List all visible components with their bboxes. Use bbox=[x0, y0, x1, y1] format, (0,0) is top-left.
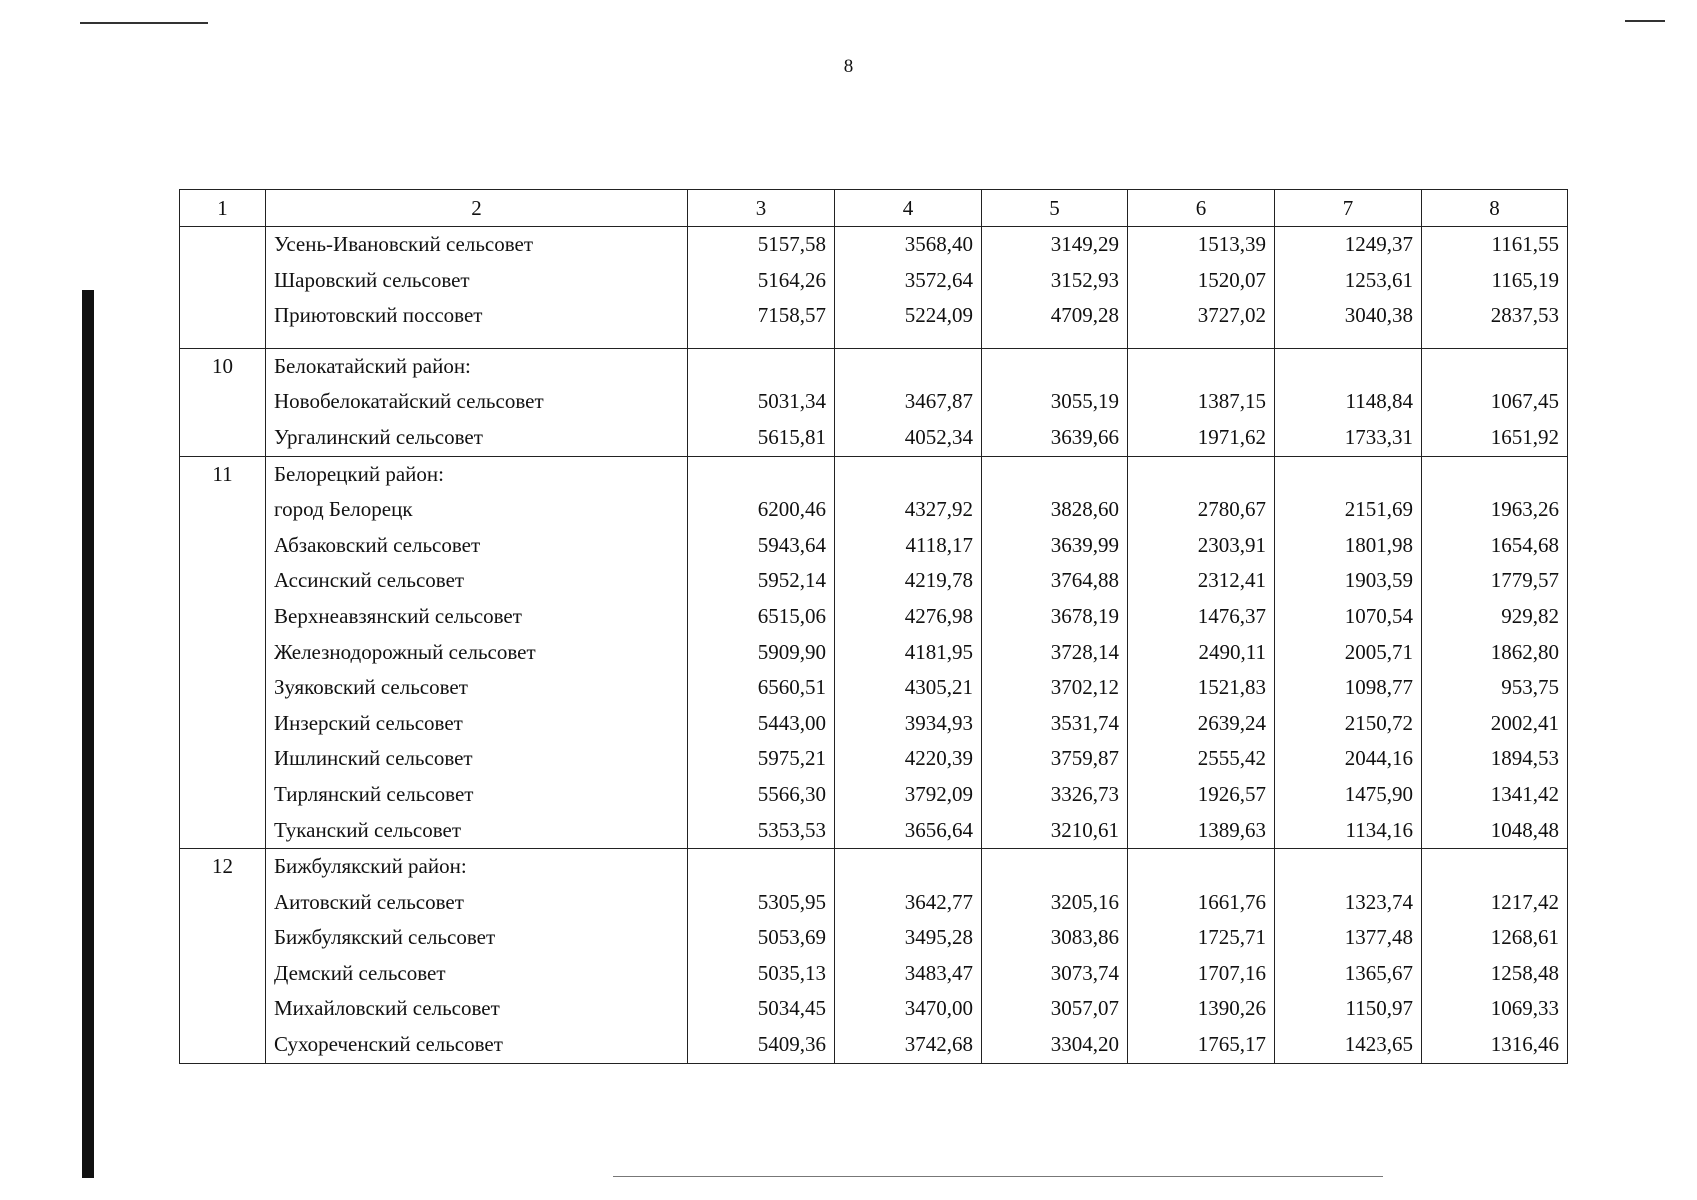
row-value: 1476,37 bbox=[1128, 599, 1275, 635]
row-value: 3639,99 bbox=[982, 528, 1128, 564]
row-name: Бижбулякский сельсовет bbox=[266, 920, 688, 956]
row-value: 1161,55 bbox=[1422, 227, 1568, 263]
empty-cell bbox=[1422, 334, 1568, 349]
empty-cell bbox=[1422, 456, 1568, 492]
table-row bbox=[180, 991, 1568, 1027]
row-value: 2002,41 bbox=[1422, 706, 1568, 742]
row-value: 1323,74 bbox=[1275, 885, 1422, 921]
column-header: 5 bbox=[982, 190, 1128, 227]
empty-cell bbox=[835, 456, 982, 492]
spacer-row bbox=[180, 334, 1568, 349]
row-value: 6200,46 bbox=[688, 492, 835, 528]
row-value: 953,75 bbox=[1422, 670, 1568, 706]
row-name: Ассинский сельсовет bbox=[266, 563, 688, 599]
empty-cell bbox=[1275, 849, 1422, 885]
row-index bbox=[180, 706, 266, 742]
table-header bbox=[180, 190, 1568, 227]
row-value: 2837,53 bbox=[1422, 298, 1568, 334]
row-value: 1098,77 bbox=[1275, 670, 1422, 706]
table-group bbox=[180, 456, 1568, 849]
row-value: 1513,39 bbox=[1128, 227, 1275, 263]
row-value: 3742,68 bbox=[835, 1027, 982, 1063]
table-row bbox=[180, 670, 1568, 706]
row-index bbox=[180, 813, 266, 849]
row-value: 5443,00 bbox=[688, 706, 835, 742]
row-value: 1387,15 bbox=[1128, 384, 1275, 420]
row-value: 5566,30 bbox=[688, 777, 835, 813]
table-row bbox=[180, 885, 1568, 921]
table-row bbox=[180, 920, 1568, 956]
row-index bbox=[180, 956, 266, 992]
row-index bbox=[180, 263, 266, 299]
empty-cell bbox=[1275, 334, 1422, 349]
row-value: 1779,57 bbox=[1422, 563, 1568, 599]
row-value: 4052,34 bbox=[835, 420, 982, 456]
empty-cell bbox=[835, 849, 982, 885]
group-title: Бижбулякский район: bbox=[266, 849, 688, 885]
table-row bbox=[180, 420, 1568, 456]
row-value: 4219,78 bbox=[835, 563, 982, 599]
row-value: 5943,64 bbox=[688, 528, 835, 564]
table-row bbox=[180, 563, 1568, 599]
row-name: Приютовский поссовет bbox=[266, 298, 688, 334]
row-value: 3326,73 bbox=[982, 777, 1128, 813]
row-value: 2150,72 bbox=[1275, 706, 1422, 742]
row-index bbox=[180, 563, 266, 599]
row-name: Шаровский сельсовет bbox=[266, 263, 688, 299]
column-header: 2 bbox=[266, 190, 688, 227]
row-value: 3572,64 bbox=[835, 263, 982, 299]
empty-cell bbox=[688, 849, 835, 885]
scan-line-bottom bbox=[613, 1176, 1383, 1177]
row-value: 4327,92 bbox=[835, 492, 982, 528]
row-value: 1475,90 bbox=[1275, 777, 1422, 813]
row-value: 1707,16 bbox=[1128, 956, 1275, 992]
group-title: Белорецкий район: bbox=[266, 456, 688, 492]
row-value: 1389,63 bbox=[1128, 813, 1275, 849]
row-value: 3055,19 bbox=[982, 384, 1128, 420]
row-value: 3205,16 bbox=[982, 885, 1128, 921]
group-title-row bbox=[180, 348, 1568, 384]
row-index bbox=[180, 920, 266, 956]
row-value: 2151,69 bbox=[1275, 492, 1422, 528]
row-value: 4118,17 bbox=[835, 528, 982, 564]
row-value: 3304,20 bbox=[982, 1027, 1128, 1063]
table-row bbox=[180, 492, 1568, 528]
row-name: город Белорецк bbox=[266, 492, 688, 528]
row-value: 1316,46 bbox=[1422, 1027, 1568, 1063]
row-name: Демский сельсовет bbox=[266, 956, 688, 992]
table-row bbox=[180, 741, 1568, 777]
row-name: Новобелокатайский сельсовет bbox=[266, 384, 688, 420]
row-value: 1249,37 bbox=[1275, 227, 1422, 263]
row-value: 7158,57 bbox=[688, 298, 835, 334]
row-value: 2780,67 bbox=[1128, 492, 1275, 528]
empty-cell bbox=[688, 456, 835, 492]
row-value: 2490,11 bbox=[1128, 635, 1275, 671]
row-value: 5952,14 bbox=[688, 563, 835, 599]
table-row bbox=[180, 528, 1568, 564]
row-value: 3727,02 bbox=[1128, 298, 1275, 334]
row-value: 1253,61 bbox=[1275, 263, 1422, 299]
group-index: 11 bbox=[180, 456, 266, 492]
row-value: 1217,42 bbox=[1422, 885, 1568, 921]
empty-cell bbox=[982, 456, 1128, 492]
page-number: 8 bbox=[843, 56, 854, 77]
row-value: 5157,58 bbox=[688, 227, 835, 263]
row-value: 4220,39 bbox=[835, 741, 982, 777]
row-name: Ишлинский сельсовет bbox=[266, 741, 688, 777]
row-value: 5615,81 bbox=[688, 420, 835, 456]
row-name: Усень-Ивановский сельсовет bbox=[266, 227, 688, 263]
row-value: 1070,54 bbox=[1275, 599, 1422, 635]
row-value: 2555,42 bbox=[1128, 741, 1275, 777]
row-name: Зуяковский сельсовет bbox=[266, 670, 688, 706]
group-title: Белокатайский район: bbox=[266, 348, 688, 384]
row-value: 1067,45 bbox=[1422, 384, 1568, 420]
empty-cell bbox=[1275, 348, 1422, 384]
row-index bbox=[180, 298, 266, 334]
row-index bbox=[180, 599, 266, 635]
row-value: 1377,48 bbox=[1275, 920, 1422, 956]
row-name: Туканский сельсовет bbox=[266, 813, 688, 849]
row-value: 2044,16 bbox=[1275, 741, 1422, 777]
empty-cell bbox=[688, 334, 835, 349]
row-name: Верхнеавзянский сельсовет bbox=[266, 599, 688, 635]
row-index bbox=[180, 227, 266, 263]
empty-cell bbox=[1422, 849, 1568, 885]
row-index bbox=[180, 885, 266, 921]
group-title-row bbox=[180, 456, 1568, 492]
empty-cell bbox=[180, 334, 266, 349]
row-index bbox=[180, 741, 266, 777]
row-name: Абзаковский сельсовет bbox=[266, 528, 688, 564]
row-name: Ургалинский сельсовет bbox=[266, 420, 688, 456]
row-value: 4276,98 bbox=[835, 599, 982, 635]
row-value: 3764,88 bbox=[982, 563, 1128, 599]
row-value: 3759,87 bbox=[982, 741, 1128, 777]
row-value: 5224,09 bbox=[835, 298, 982, 334]
empty-cell bbox=[1275, 456, 1422, 492]
empty-cell bbox=[266, 334, 688, 349]
row-value: 3152,93 bbox=[982, 263, 1128, 299]
row-value: 5409,36 bbox=[688, 1027, 835, 1063]
table-row bbox=[180, 1027, 1568, 1063]
row-value: 2312,41 bbox=[1128, 563, 1275, 599]
row-value: 3639,66 bbox=[982, 420, 1128, 456]
row-value: 3495,28 bbox=[835, 920, 982, 956]
row-value: 3728,14 bbox=[982, 635, 1128, 671]
row-index bbox=[180, 777, 266, 813]
row-value: 3467,87 bbox=[835, 384, 982, 420]
row-value: 1971,62 bbox=[1128, 420, 1275, 456]
empty-cell bbox=[982, 348, 1128, 384]
row-value: 3656,64 bbox=[835, 813, 982, 849]
row-value: 3678,19 bbox=[982, 599, 1128, 635]
row-name: Аитовский сельсовет bbox=[266, 885, 688, 921]
row-value: 1661,76 bbox=[1128, 885, 1275, 921]
row-value: 3483,47 bbox=[835, 956, 982, 992]
row-value: 3702,12 bbox=[982, 670, 1128, 706]
row-value: 5353,53 bbox=[688, 813, 835, 849]
row-index bbox=[180, 492, 266, 528]
scan-line-top-right bbox=[1625, 20, 1665, 22]
data-table bbox=[179, 189, 1568, 1064]
row-value: 3149,29 bbox=[982, 227, 1128, 263]
table-row bbox=[180, 263, 1568, 299]
column-header: 8 bbox=[1422, 190, 1568, 227]
row-value: 1520,07 bbox=[1128, 263, 1275, 299]
table-group bbox=[180, 849, 1568, 1064]
row-value: 3073,74 bbox=[982, 956, 1128, 992]
row-name: Железнодорожный сельсовет bbox=[266, 635, 688, 671]
row-value: 1390,26 bbox=[1128, 991, 1275, 1027]
empty-cell bbox=[688, 348, 835, 384]
row-value: 3210,61 bbox=[982, 813, 1128, 849]
column-header: 1 bbox=[180, 190, 266, 227]
row-name: Тирлянский сельсовет bbox=[266, 777, 688, 813]
row-value: 3792,09 bbox=[835, 777, 982, 813]
row-value: 3934,93 bbox=[835, 706, 982, 742]
row-value: 3568,40 bbox=[835, 227, 982, 263]
row-value: 1134,16 bbox=[1275, 813, 1422, 849]
row-value: 929,82 bbox=[1422, 599, 1568, 635]
row-index bbox=[180, 670, 266, 706]
table-group bbox=[180, 348, 1568, 456]
row-index bbox=[180, 1027, 266, 1063]
row-value: 1894,53 bbox=[1422, 741, 1568, 777]
row-name: Инзерский сельсовет bbox=[266, 706, 688, 742]
row-value: 1148,84 bbox=[1275, 384, 1422, 420]
row-value: 6515,06 bbox=[688, 599, 835, 635]
row-value: 1926,57 bbox=[1128, 777, 1275, 813]
table-row bbox=[180, 599, 1568, 635]
row-value: 3531,74 bbox=[982, 706, 1128, 742]
empty-cell bbox=[1128, 348, 1275, 384]
row-index bbox=[180, 384, 266, 420]
empty-cell bbox=[982, 849, 1128, 885]
row-index bbox=[180, 991, 266, 1027]
row-value: 2639,24 bbox=[1128, 706, 1275, 742]
row-value: 1423,65 bbox=[1275, 1027, 1422, 1063]
row-value: 1725,71 bbox=[1128, 920, 1275, 956]
table-row bbox=[180, 777, 1568, 813]
row-value: 5035,13 bbox=[688, 956, 835, 992]
row-value: 3057,07 bbox=[982, 991, 1128, 1027]
row-value: 3470,00 bbox=[835, 991, 982, 1027]
row-value: 1651,92 bbox=[1422, 420, 1568, 456]
empty-cell bbox=[982, 334, 1128, 349]
column-header: 4 bbox=[835, 190, 982, 227]
table-row bbox=[180, 384, 1568, 420]
row-name: Михайловский сельсовет bbox=[266, 991, 688, 1027]
table-row bbox=[180, 956, 1568, 992]
row-index bbox=[180, 635, 266, 671]
row-value: 5053,69 bbox=[688, 920, 835, 956]
row-value: 1258,48 bbox=[1422, 956, 1568, 992]
row-value: 1069,33 bbox=[1422, 991, 1568, 1027]
empty-cell bbox=[835, 334, 982, 349]
empty-cell bbox=[1128, 334, 1275, 349]
row-value: 1801,98 bbox=[1275, 528, 1422, 564]
row-value: 4709,28 bbox=[982, 298, 1128, 334]
column-header: 7 bbox=[1275, 190, 1422, 227]
row-index bbox=[180, 528, 266, 564]
row-value: 6560,51 bbox=[688, 670, 835, 706]
row-value: 1765,17 bbox=[1128, 1027, 1275, 1063]
row-value: 2005,71 bbox=[1275, 635, 1422, 671]
row-value: 5909,90 bbox=[688, 635, 835, 671]
row-name: Сухореченский сельсовет bbox=[266, 1027, 688, 1063]
row-value: 4181,95 bbox=[835, 635, 982, 671]
row-value: 1365,67 bbox=[1275, 956, 1422, 992]
table-group bbox=[180, 227, 1568, 349]
row-value: 5031,34 bbox=[688, 384, 835, 420]
row-value: 3040,38 bbox=[1275, 298, 1422, 334]
row-value: 1341,42 bbox=[1422, 777, 1568, 813]
column-header: 3 bbox=[688, 190, 835, 227]
row-value: 4305,21 bbox=[835, 670, 982, 706]
row-value: 1150,97 bbox=[1275, 991, 1422, 1027]
empty-cell bbox=[1128, 849, 1275, 885]
scan-line-top-left bbox=[80, 22, 208, 24]
row-value: 3642,77 bbox=[835, 885, 982, 921]
empty-cell bbox=[1422, 348, 1568, 384]
row-value: 1903,59 bbox=[1275, 563, 1422, 599]
empty-cell bbox=[1128, 456, 1275, 492]
group-title-row bbox=[180, 849, 1568, 885]
row-index bbox=[180, 420, 266, 456]
group-index: 10 bbox=[180, 348, 266, 384]
row-value: 5164,26 bbox=[688, 263, 835, 299]
row-value: 2303,91 bbox=[1128, 528, 1275, 564]
table-row bbox=[180, 813, 1568, 849]
group-index: 12 bbox=[180, 849, 266, 885]
table-row bbox=[180, 298, 1568, 334]
header-row bbox=[180, 190, 1568, 227]
row-value: 5305,95 bbox=[688, 885, 835, 921]
row-value: 3083,86 bbox=[982, 920, 1128, 956]
empty-cell bbox=[835, 348, 982, 384]
row-value: 1048,48 bbox=[1422, 813, 1568, 849]
row-value: 1733,31 bbox=[1275, 420, 1422, 456]
table-row bbox=[180, 635, 1568, 671]
row-value: 1268,61 bbox=[1422, 920, 1568, 956]
row-value: 1165,19 bbox=[1422, 263, 1568, 299]
row-value: 1862,80 bbox=[1422, 635, 1568, 671]
column-header: 6 bbox=[1128, 190, 1275, 227]
row-value: 5975,21 bbox=[688, 741, 835, 777]
row-value: 1654,68 bbox=[1422, 528, 1568, 564]
row-value: 5034,45 bbox=[688, 991, 835, 1027]
row-value: 1963,26 bbox=[1422, 492, 1568, 528]
row-value: 3828,60 bbox=[982, 492, 1128, 528]
table-row bbox=[180, 227, 1568, 263]
row-value: 1521,83 bbox=[1128, 670, 1275, 706]
scan-edge-left bbox=[82, 290, 94, 1178]
table-row bbox=[180, 706, 1568, 742]
